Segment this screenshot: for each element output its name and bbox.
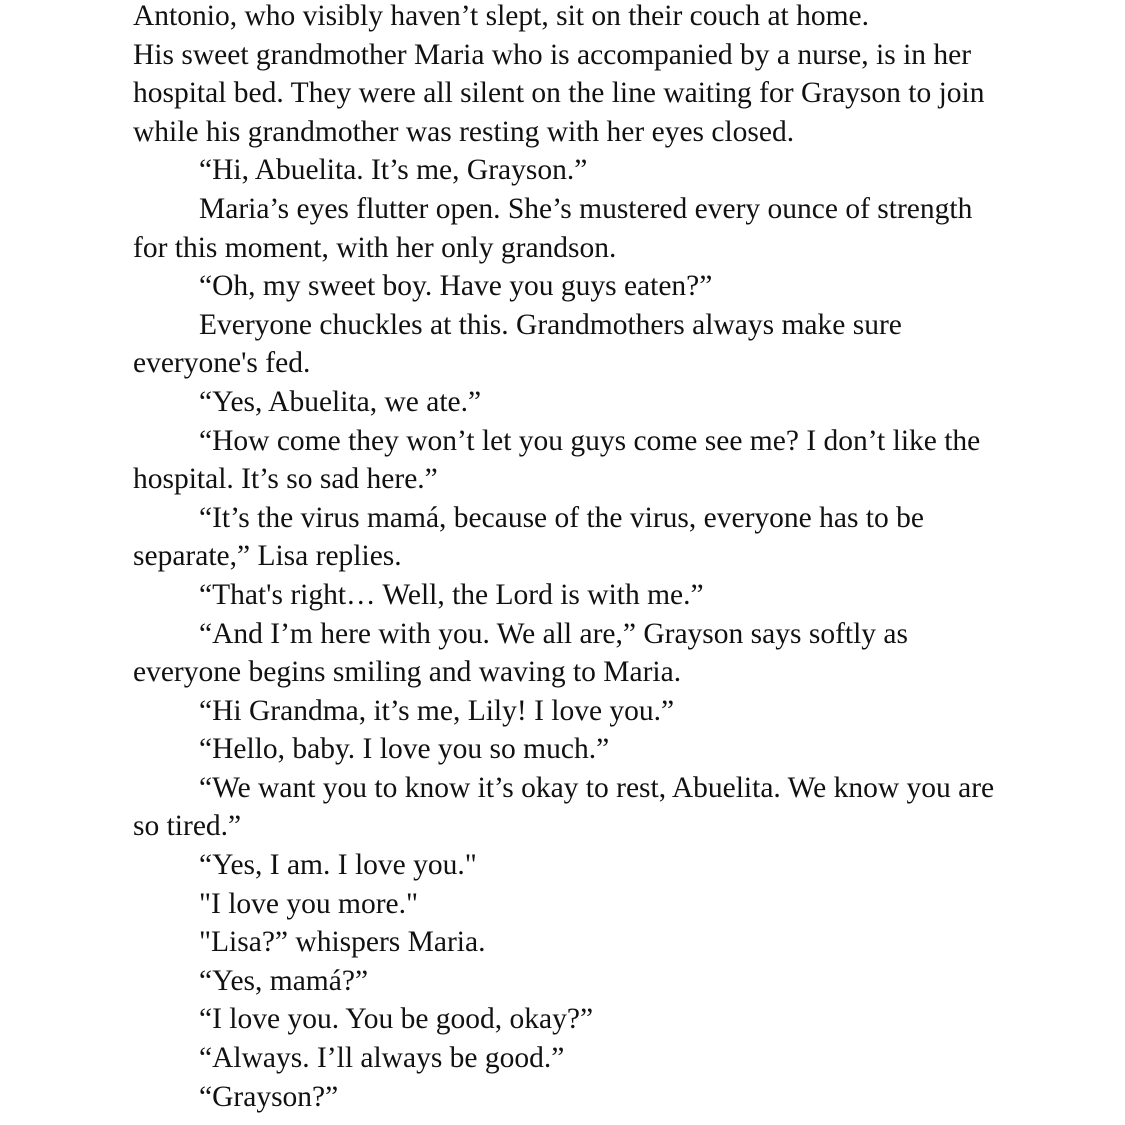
paragraph-8: “How come they won’t let you guys come see me? I don’t like the hospital. It’s so sad here.” xyxy=(133,424,981,496)
paragraph-9: “It’s the virus mamá, because of the virus, everyone has to be separate,” Lisa replies. xyxy=(133,501,924,573)
paragraph-20: “Always. I’ll always be good.” xyxy=(199,1042,565,1075)
paragraph-14: “We want you to know it’s okay to rest, Abuelita. We know you are so tired.” xyxy=(133,771,995,843)
paragraph-11: “And I’m here with you. We all are,” Grayson says softly as everyone begins smiling and waving to Maria. xyxy=(133,617,908,689)
paragraph-15: “Yes, I am. I love you." xyxy=(199,849,477,882)
paragraph-6: Everyone chuckles at this. Grandmothers always make sure everyone's fed. xyxy=(133,308,902,380)
paragraph-1: Antonio, who visibly haven’t slept, sit on their couch at home. xyxy=(133,0,870,32)
document-page xyxy=(133,0,1013,1116)
paragraph-4: Maria’s eyes flutter open. She’s mustered every ounce of strength for this moment, with her only grandson. xyxy=(133,192,973,264)
paragraph-5: “Oh, my sweet boy. Have you guys eaten?” xyxy=(199,270,713,303)
paragraph-16: "I love you more." xyxy=(199,887,419,920)
paragraph-13: “Hello, baby. I love you so much.” xyxy=(199,733,610,766)
paragraph-21-partial: “Grayson?” xyxy=(199,1080,339,1113)
paragraph-17: "Lisa?” whispers Maria. xyxy=(199,926,486,959)
paragraph-7: “Yes, Abuelita, we ate.” xyxy=(199,385,482,418)
paragraph-3: “Hi, Abuelita. It’s me, Grayson.” xyxy=(199,154,588,187)
paragraph-19: “I love you. You be good, okay?” xyxy=(199,1003,594,1036)
paragraph-2: His sweet grandmother Maria who is accompanied by a nurse, is in her hospital bed. They were all silent on the line waiting for Grayson to join while his grandmother was resting with her eyes closed. xyxy=(133,38,985,148)
paragraph-18: “Yes, mamá?” xyxy=(199,964,369,997)
paragraph-10: “That's right… Well, the Lord is with me.” xyxy=(199,578,704,611)
paragraph-12: “Hi Grandma, it’s me, Lily! I love you.” xyxy=(199,694,675,727)
